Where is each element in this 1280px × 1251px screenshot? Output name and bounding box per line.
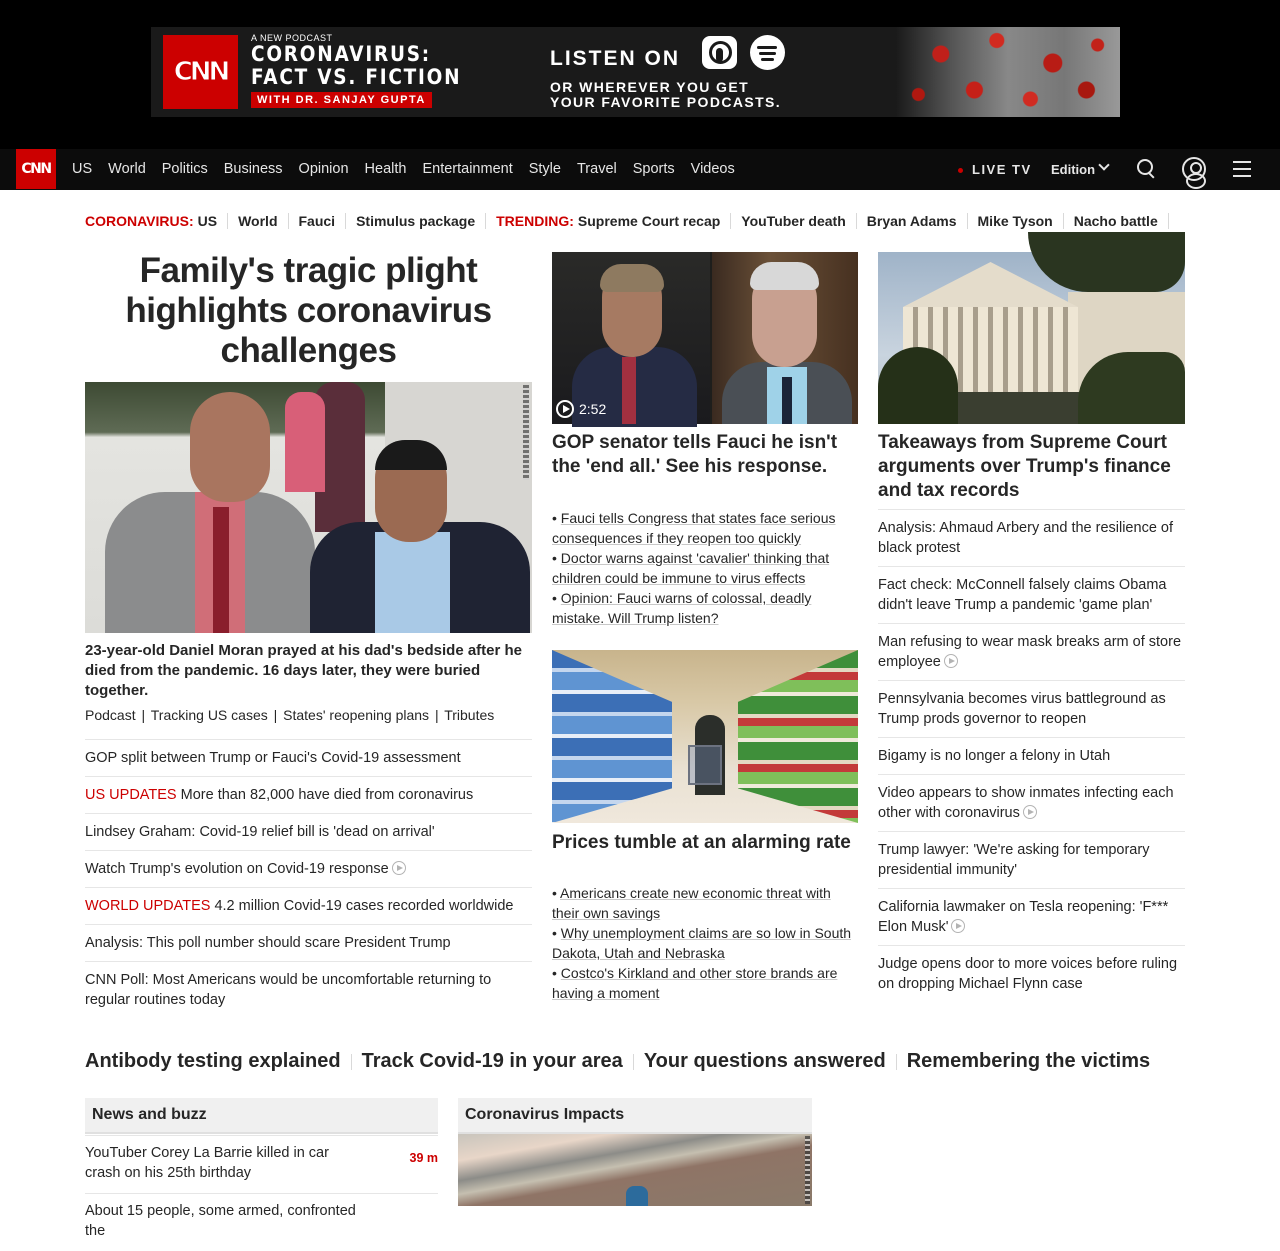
- fauci-bullets: [552, 508, 858, 628]
- bullet-char: •: [552, 590, 557, 606]
- section-questions-answered[interactable]: Your questions answered: [643, 1050, 886, 1072]
- list-item[interactable]: [85, 776, 532, 813]
- cnn-logo-text: CNN: [21, 161, 51, 177]
- link-separator: |: [141, 707, 146, 723]
- list-item[interactable]: [85, 850, 532, 887]
- ad-subtext: [550, 80, 781, 110]
- news-buzz-header: News and buzz: [85, 1098, 438, 1134]
- ad-kicker: A NEW PODCAST: [251, 33, 333, 43]
- lead-photo[interactable]: [85, 382, 532, 633]
- list-item-text[interactable]: Man refusing to wear mask breaks arm of store employee: [878, 634, 1182, 670]
- trend-item-bryan-adams[interactable]: Bryan Adams: [857, 213, 968, 229]
- bullet-char: •: [552, 885, 557, 901]
- ad-title-line1: CORONAVIRUS:: [251, 42, 431, 66]
- ad-title-line2: FACT VS. FICTION: [251, 65, 462, 89]
- bullet-item: [552, 508, 858, 548]
- bullet-item: [552, 588, 858, 628]
- list-item[interactable]: [878, 566, 1185, 623]
- play-icon: [951, 919, 965, 933]
- fauci-headline[interactable]: GOP senator tells Fauci he isn't the 'end all.' See his response.: [552, 432, 838, 477]
- lead-related-links: [85, 706, 532, 724]
- list-item[interactable]: [85, 1193, 438, 1251]
- list-item[interactable]: [878, 680, 1185, 737]
- list-item[interactable]: [85, 887, 532, 924]
- supermarket-photo[interactable]: [552, 650, 858, 823]
- podcast-ad-banner[interactable]: [151, 27, 1120, 117]
- bullet-char: •: [552, 550, 557, 566]
- trend-item-stimulus[interactable]: Stimulus package: [346, 213, 486, 229]
- nav-link-us[interactable]: US: [72, 161, 93, 177]
- list-item-text[interactable]: GOP split between Trump or Fauci's Covid-19 assessment: [85, 750, 461, 766]
- list-item-text[interactable]: YouTuber Corey La Barrie killed in car crash on his 25th birthday: [85, 1145, 329, 1181]
- list-item-text[interactable]: More than 82,000 have died from coronavirus: [180, 787, 474, 803]
- nav-link-style[interactable]: Style: [528, 161, 561, 177]
- list-item-text[interactable]: Trump lawyer: 'We're asking for temporary presidential immunity': [878, 842, 1150, 878]
- bullet-char: •: [552, 925, 557, 941]
- coronavirus-label: CORONAVIRUS:: [85, 213, 194, 229]
- list-item-text[interactable]: California lawmaker on Tesla reopening: 'F*** Elon Musk': [878, 899, 1169, 935]
- live-tv-button[interactable]: LIVE TV: [972, 162, 1032, 177]
- list-item[interactable]: [85, 924, 532, 961]
- ad-band: [0, 0, 1280, 149]
- search-icon[interactable]: [1137, 159, 1155, 179]
- timestamp: 39 m: [409, 1151, 438, 1165]
- list-item-text[interactable]: Fact check: McConnell falsely claims Obama didn't leave Trump a pandemic 'game plan': [878, 577, 1167, 613]
- nav-link-business[interactable]: Business: [223, 161, 283, 177]
- play-icon: [392, 861, 406, 875]
- list-item[interactable]: [85, 813, 532, 850]
- link-podcast[interactable]: Podcast: [85, 707, 136, 723]
- kicker-us-updates[interactable]: US UPDATES: [85, 787, 177, 803]
- trend-item-supreme-court[interactable]: [486, 213, 731, 229]
- chevron-down-icon[interactable]: [1098, 159, 1109, 170]
- ad-logo-text: CNN: [173, 57, 228, 87]
- list-item-text[interactable]: CNN Poll: Most Americans would be uncomfortable returning to regular routines today: [85, 972, 492, 1008]
- lead-headline-list: [85, 739, 532, 1018]
- list-item-text[interactable]: Bigamy is no longer a felony in Utah: [878, 748, 1111, 764]
- bullet-link[interactable]: Americans create new economic threat with their own savings: [552, 885, 831, 921]
- bullet-item: [552, 963, 858, 1003]
- trending-label: TRENDING:: [496, 213, 574, 229]
- list-item[interactable]: [878, 623, 1185, 680]
- video-duration-badge[interactable]: [556, 400, 606, 418]
- section-remembering-victims[interactable]: Remembering the victims: [906, 1050, 1151, 1072]
- lead-summary[interactable]: 23-year-old Daniel Moran prayed at his dad's bedside after he died from the pandemic. 16 days later, they were buried together.: [85, 642, 523, 699]
- bullet-link[interactable]: Opinion: Fauci warns of colossal, deadly mistake. Will Trump listen?: [552, 590, 812, 626]
- nav-link-opinion[interactable]: Opinion: [298, 161, 349, 177]
- list-item-text[interactable]: Watch Trump's evolution on Covid-19 response: [85, 861, 389, 877]
- list-item[interactable]: [878, 737, 1185, 774]
- play-icon: [944, 654, 958, 668]
- list-item-text[interactable]: Pennsylvania becomes virus battleground as Trump prods governor to reopen: [878, 691, 1166, 727]
- trend-item-nacho[interactable]: Nacho battle: [1064, 213, 1169, 229]
- section-track-covid[interactable]: Track Covid-19 in your area: [361, 1050, 623, 1072]
- link-separator: |: [273, 707, 278, 723]
- bullet-item: [552, 923, 858, 963]
- list-item[interactable]: [878, 509, 1185, 566]
- trend-item-fauci[interactable]: Fauci: [289, 213, 347, 229]
- nav-link-health[interactable]: Health: [364, 161, 407, 177]
- nav-link-travel[interactable]: Travel: [576, 161, 617, 177]
- divider: [633, 1054, 634, 1070]
- list-item[interactable]: [85, 961, 532, 1018]
- list-item-text[interactable]: Judge opens door to more voices before ruling on dropping Michael Flynn case: [878, 956, 1178, 992]
- divider: [351, 1054, 352, 1070]
- news-buzz-list: [85, 1135, 438, 1251]
- photo-credit: [805, 1136, 810, 1204]
- beach-photo[interactable]: [458, 1134, 812, 1206]
- bullet-link[interactable]: Fauci tells Congress that states face serious consequences if they reopen too quickly: [552, 510, 836, 546]
- nav-link-entertainment[interactable]: Entertainment: [422, 161, 513, 177]
- trend-text[interactable]: Supreme Court recap: [577, 213, 721, 229]
- kicker-world-updates[interactable]: WORLD UPDATES: [85, 898, 211, 914]
- ad-sub-line1: OR WHEREVER YOU GET: [550, 79, 750, 95]
- bullet-item: [552, 548, 858, 588]
- trend-item-youtuber[interactable]: YouTuber death: [731, 213, 856, 229]
- link-reopening-plans[interactable]: States' reopening plans: [283, 707, 430, 723]
- list-item[interactable]: [85, 739, 532, 776]
- ad-sub-line2: YOUR FAVORITE PODCASTS.: [550, 94, 782, 110]
- link-tributes[interactable]: Tributes: [444, 707, 495, 723]
- section-antibody-testing[interactable]: Antibody testing explained: [85, 1050, 341, 1072]
- section-links: [85, 1050, 1150, 1073]
- ad-title: [251, 43, 461, 89]
- nav-link-world[interactable]: World: [108, 161, 146, 177]
- bullet-item: [552, 883, 858, 923]
- edition-dropdown[interactable]: Edition: [1051, 162, 1096, 177]
- play-icon: [556, 400, 574, 418]
- ad-listen-on: LISTEN ON: [550, 47, 681, 70]
- col3-headline-list: [878, 509, 1185, 1002]
- trending-bar: [85, 211, 1169, 231]
- list-item-text[interactable]: About 15 people, some armed, confronted the: [85, 1203, 356, 1239]
- link-separator: |: [434, 707, 439, 723]
- list-item[interactable]: [878, 831, 1185, 888]
- ad-virus-image: [896, 27, 1120, 117]
- top-nav: [0, 149, 1280, 190]
- prices-headline[interactable]: Prices tumble at an alarming rate: [552, 832, 851, 853]
- nav-link-politics[interactable]: Politics: [161, 161, 208, 177]
- list-item-text[interactable]: Video appears to show inmates infecting each other with coronavirus: [878, 785, 1174, 821]
- user-icon[interactable]: [1182, 157, 1206, 181]
- ad-cnn-logo: [163, 35, 238, 109]
- list-item-text[interactable]: Lindsey Graham: Covid-19 relief bill is 'dead on arrival': [85, 824, 435, 840]
- bullet-char: •: [552, 965, 557, 981]
- play-icon: [1023, 805, 1037, 819]
- list-item-text[interactable]: Analysis: This poll number should scare President Trump: [85, 935, 451, 951]
- bullet-link[interactable]: Why unemployment claims are so low in South Dakota, Utah and Nebraska: [552, 925, 852, 961]
- bullet-link[interactable]: Costco's Kirkland and other store brands are having a moment: [552, 965, 838, 1001]
- lead-headline[interactable]: Family's tragic plight highlights coronavirus challenges: [125, 251, 492, 370]
- nav-links: [64, 149, 743, 189]
- photo-credit: [523, 385, 529, 480]
- apple-podcasts-icon: [702, 36, 737, 69]
- bullet-link[interactable]: Doctor warns against 'cavalier' thinking that children could be immune to virus effects: [552, 550, 830, 586]
- video-duration: 2:52: [579, 401, 607, 417]
- trend-item-mike-tyson[interactable]: Mike Tyson: [968, 213, 1064, 229]
- live-dot-icon: [958, 168, 963, 173]
- divider: [896, 1054, 897, 1070]
- list-item[interactable]: [85, 1135, 438, 1193]
- ad-host: WITH DR. SANJAY GUPTA: [251, 92, 432, 108]
- trend-text[interactable]: US: [197, 213, 218, 229]
- list-item[interactable]: [878, 774, 1185, 831]
- fauci-video-thumbnail[interactable]: [552, 252, 858, 424]
- nav-link-sports[interactable]: Sports: [632, 161, 675, 177]
- bullet-char: •: [552, 510, 557, 526]
- supreme-court-headline[interactable]: Takeaways from Supreme Court arguments over Trump's finance and tax records: [878, 432, 1171, 501]
- spotify-icon: [750, 35, 785, 70]
- impacts-header: Coronavirus Impacts: [458, 1098, 812, 1134]
- trend-item-us[interactable]: [85, 213, 228, 229]
- list-item[interactable]: [878, 888, 1185, 945]
- list-item-text[interactable]: 4.2 million Covid-19 cases recorded worldwide: [214, 898, 514, 914]
- list-item[interactable]: [878, 945, 1185, 1002]
- trend-item-world[interactable]: World: [228, 213, 288, 229]
- list-item-text[interactable]: Analysis: Ahmaud Arbery and the resilience of black protest: [878, 520, 1173, 556]
- menu-icon[interactable]: [1233, 161, 1251, 177]
- link-tracking-us-cases[interactable]: Tracking US cases: [150, 707, 268, 723]
- cnn-logo[interactable]: [16, 149, 56, 189]
- supreme-court-photo[interactable]: [878, 252, 1185, 424]
- nav-link-videos[interactable]: Videos: [690, 161, 735, 177]
- prices-bullets: [552, 883, 858, 1003]
